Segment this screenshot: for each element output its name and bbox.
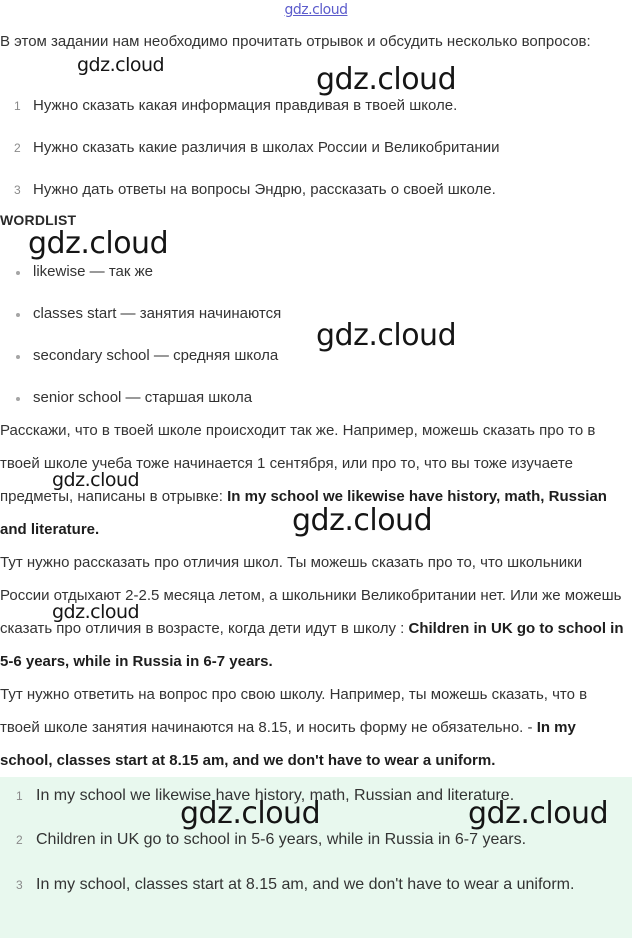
watermark: gdz.cloud: [468, 796, 609, 831]
answer-number: 1: [16, 789, 23, 803]
watermark: gdz.cloud: [52, 601, 140, 623]
watermark: gdz.cloud: [77, 54, 165, 76]
watermark: gdz.cloud: [316, 62, 457, 97]
watermark: gdz.cloud: [292, 503, 433, 538]
answer-number: 3: [16, 878, 23, 892]
word-entry: likewise — так же: [33, 263, 153, 280]
explanation-text: Тут нужно ответить на вопрос про свою школу. Например, ты можешь сказать, что в твоей школе занятия начинаются на 8.15, и носить форму не обязательно. -: [0, 686, 588, 736]
intro-paragraph: В этом задании нам необходимо прочитать отрывок и обсудить несколько вопросов:: [0, 33, 591, 50]
list-item: [0, 344, 600, 368]
item-text: Нужно дать ответы на вопросы Эндрю, рассказать о своей школе.: [33, 181, 496, 198]
list-item: [0, 386, 600, 410]
item-number: 2: [14, 141, 21, 155]
explanation-example: In my school, classes start at 8.15 am, and we don't have to wear a uniform.: [0, 719, 576, 769]
word-entry: secondary school — средняя школа: [33, 347, 279, 364]
list-item: [0, 260, 600, 284]
answer-text: In my school we likewise have history, math, Russian and literature.: [36, 787, 515, 804]
list-item: [0, 178, 628, 202]
answer-text: In my school, classes start at 8.15 am, and we don't have to wear a uniform.: [36, 876, 575, 893]
watermark: gdz.cloud: [28, 226, 169, 261]
watermark: gdz.cloud: [316, 318, 457, 353]
item-text: Нужно сказать какая информация правдивая в твоей школе.: [33, 97, 458, 114]
watermark: gdz.cloud: [52, 469, 140, 491]
bullet-icon: [16, 313, 20, 317]
wordlist-heading: WORDLIST: [0, 212, 77, 228]
explanation-text: Тут нужно рассказать про отличия школ. Ты можешь сказать про то, что школьники России отдыхают 2-2.5 месяца летом, а школьники Великобритании нет. Или же можешь сказать про отличия в возрасте, когда дети идут в школу :: [0, 554, 622, 637]
bullet-icon: [16, 271, 20, 275]
item-number: 1: [14, 99, 21, 113]
list-item: [0, 302, 600, 326]
watermark: gdz.cloud: [180, 796, 321, 831]
word-entry: classes start — занятия начинаются: [33, 305, 282, 322]
site-brand-link[interactable]: gdz.cloud: [284, 2, 348, 18]
explanation-example: Children in UK go to school in 5-6 years, while in Russia in 6-7 years.: [0, 620, 624, 670]
explanation-example: In my school we likewise have history, math, Russian and literature.: [0, 488, 607, 538]
item-number: 3: [14, 183, 21, 197]
list-item: [0, 136, 628, 160]
bullet-icon: [16, 397, 20, 401]
item-text: Нужно сказать какие различия в школах России и Великобритании: [33, 139, 500, 156]
word-entry: senior school — старшая школа: [33, 389, 253, 406]
explanation-text: Расскажи, что в твоей школе происходит так же. Например, можешь сказать про то в твоей школе учеба тоже начинается 1 сентября, или про то, что вы тоже изучаете предметы, написаны в отрывке:: [0, 422, 596, 505]
answer-text: Children in UK go to school in 5-6 years, while in Russia in 6-7 years.: [36, 831, 527, 848]
explanation-3: [0, 678, 628, 777]
answer-number: 2: [16, 833, 23, 847]
bullet-icon: [16, 355, 20, 359]
list-item: [0, 94, 628, 118]
